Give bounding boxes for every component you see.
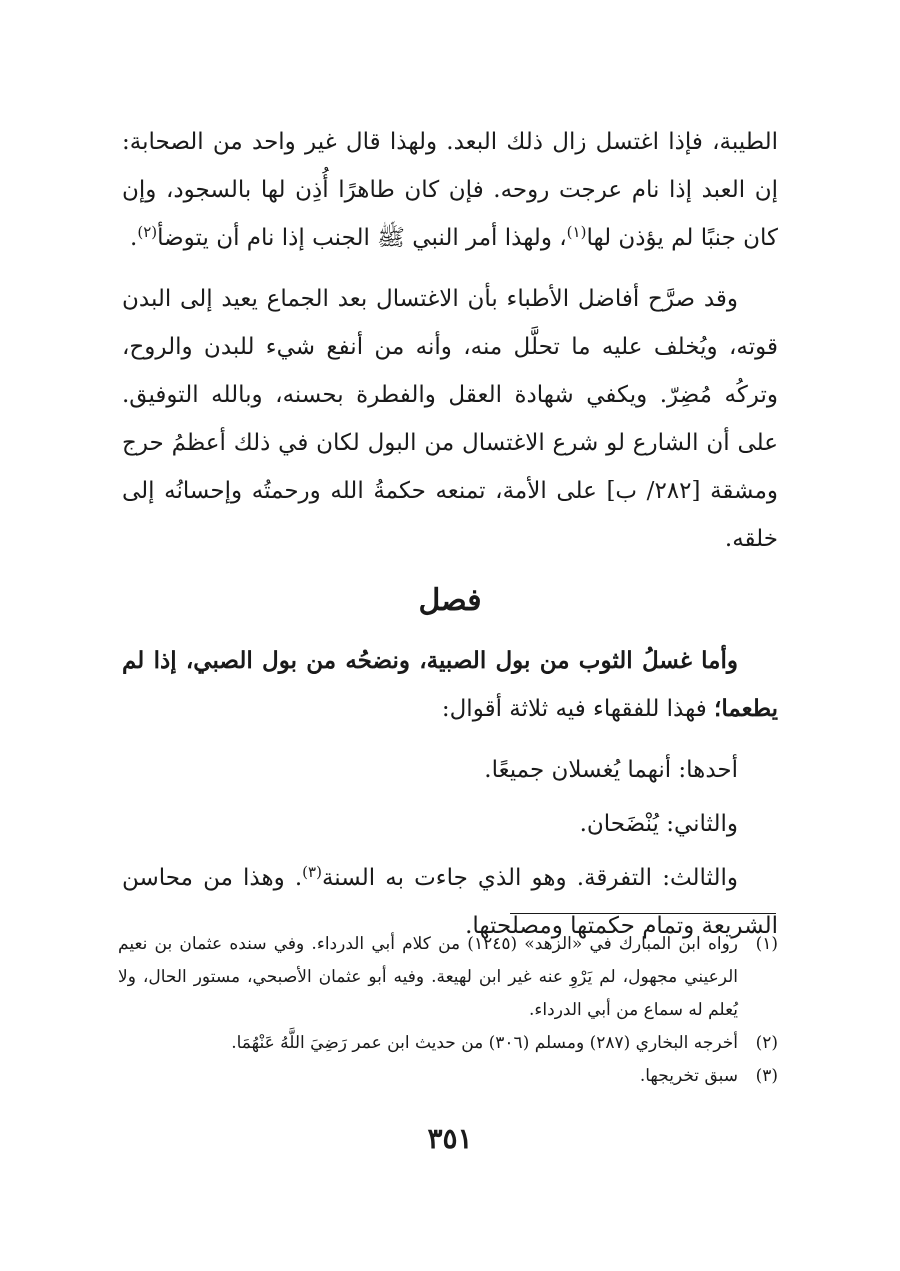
section-heading: فصل [418, 583, 482, 618]
footnote-divider [510, 913, 776, 914]
paragraph-2: وقد صرَّح أفاضل الأطباء بأن الاغتسال بعد الجماع يعيد إلى البدن قوته، ويُخلف عليه ما تحلَّل منه، وأنه من أنفع شيء للبدن والروح، وتركُه مُضِرّ. ويكفي شهادة العقل والفطرة بحسنه، وبالله التوفيق. على أن الشارع لو شرع الاغتسال من البول لكان في ذلك أعظمُ حرج ومشقة [٢٨٢/ ب] على الأمة، تمنعه حكمةُ الله ورحمتُه وإحسانُه إلى خلقه. [122, 286, 778, 552]
footnote-text: سبق تخريجها. [639, 1066, 738, 1086]
footnote-text: رواه ابن المبارك في «الزهد» (١٢٤٥) من كلام أبي الدرداء. وفي سنده عثمان بن نعيم الرعيني مجهول، لم يَرْوِ عنه غير ابن لهيعة. وفيه أبو عثمان الأصبحي، مستور الحال، ولا يُعلم له سماع من أبي الدرداء. [118, 934, 738, 1020]
paragraph-3-bold-lead: وأما غسلُ الثوب من بول الصبية، ونضحُه من بول الصبي، إذا لم يطعما؛ [122, 647, 778, 722]
footnote-ref-1[interactable]: (١) [566, 222, 587, 241]
paragraph-3 [122, 637, 778, 733]
opinion-3-part-b: . وهذا من محاسن الشريعة وتمام حكمتها ومصلحتها. [122, 865, 778, 939]
footnote-3 [118, 1060, 778, 1093]
footnote-text: أخرجه البخاري (٢٨٧) ومسلم (٣٠٦) من حديث ابن عمر رَضِيَ اللَّهُ عَنْهُمَا. [231, 1033, 738, 1053]
opinion-3-part-a: والثالث: التفرقة. وهو الذي جاءت به السنة [321, 865, 738, 891]
footnote-1 [118, 928, 778, 1027]
paragraph-1-part-a: الطيبة، فإذا اغتسل زال ذلك البعد. ولهذا قال غير واحد من الصحابة: إن العبد إذا نام عرجت روحه. فإن كان طاهرًا أُذِن لها بالسجود، وإن كان جنبًا لم يؤذن لها [122, 129, 778, 251]
footnotes [118, 928, 778, 1093]
opinion-1: أحدها: أنهما يُغسلان جميعًا. [484, 757, 738, 783]
opinion-2: والثاني: يُنْضَحان. [579, 811, 738, 837]
paragraph-1-part-b: ، ولهذا أمر النبي ﷺ الجنب إذا نام أن يتوضأ [157, 225, 567, 251]
footnote-number: (٢) [755, 1033, 778, 1053]
footnote-2 [118, 1027, 778, 1060]
footnote-number: (١) [755, 934, 778, 954]
paragraph-1-part-c: . [130, 225, 138, 251]
main-text [122, 118, 778, 963]
paragraph-3-rest: فهذا للفقهاء فيه ثلاثة أقوال: [441, 696, 715, 722]
paragraph-1 [122, 118, 778, 262]
footnote-ref-2[interactable]: (٢) [137, 222, 158, 241]
footnote-number: (٣) [755, 1066, 778, 1086]
footnote-ref-3[interactable]: (٣) [302, 862, 322, 881]
page-number: ٣٥١ [427, 1122, 473, 1155]
